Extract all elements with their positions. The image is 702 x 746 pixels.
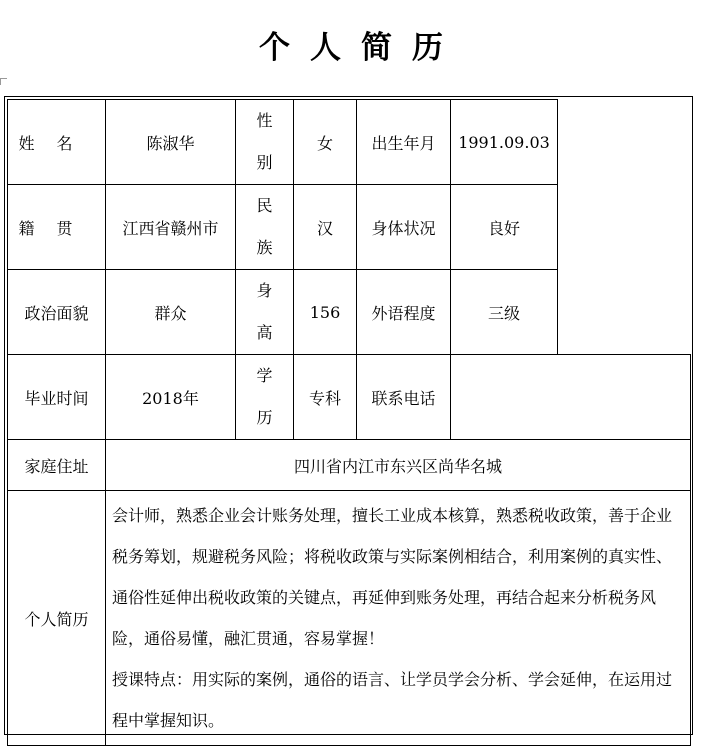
birth-value[interactable]: 1991.09.03: [451, 100, 558, 185]
origin-label: 籍贯: [8, 185, 106, 270]
origin-value[interactable]: 江西省赣州市: [106, 185, 236, 270]
phone-label: 联系电话: [357, 355, 451, 440]
gender-label: 性 别: [236, 100, 294, 185]
profile-paragraph: 授课特点：用实际的案例，通俗的语言、让学员学会分析、学会延伸，在运用过程中掌握知识。: [112, 670, 673, 730]
photo-area: [558, 100, 691, 355]
name-value[interactable]: 陈淑华: [106, 100, 236, 185]
health-value[interactable]: 良好: [451, 185, 558, 270]
resume-table: [7, 99, 691, 746]
profile-label: 个人简历: [8, 491, 106, 746]
table-row: [8, 491, 691, 746]
graduation-value[interactable]: 2018年: [106, 355, 236, 440]
ethnicity-value[interactable]: 汉: [294, 185, 357, 270]
graduation-label: 毕业时间: [8, 355, 106, 440]
address-label: 家庭住址: [8, 440, 106, 491]
profile-paragraph: 会计师，熟悉企业会计账务处理，擅长工业成本核算，熟悉税收政策，善于企业税务筹划，规避税务风险；将税收政策与实际案例相结合，利用案例的真实性、通俗性延伸出税收政策的关键点，再延伸到账务处理，再结合起来分析税务风险，通俗易懂，融汇贯通，容易掌握！: [112, 506, 673, 648]
politics-label: 政治面貌: [8, 270, 106, 355]
ethnicity-label: 民 族: [236, 185, 294, 270]
education-value[interactable]: 专科: [294, 355, 357, 440]
health-label: 身体状况: [357, 185, 451, 270]
language-value[interactable]: 三级: [451, 270, 558, 355]
gender-value[interactable]: 女: [294, 100, 357, 185]
table-row: [8, 440, 691, 491]
name-label: 姓名: [8, 100, 106, 185]
education-label: 学 历: [236, 355, 294, 440]
page-corner-mark: [0, 78, 7, 85]
table-row: [8, 355, 691, 440]
profile-content[interactable]: [106, 491, 691, 746]
table-row: [8, 100, 691, 185]
height-label: 身 高: [236, 270, 294, 355]
page-title: 个人简历: [259, 30, 463, 66]
height-value[interactable]: 156: [294, 270, 357, 355]
birth-label: 出生年月: [357, 100, 451, 185]
address-value[interactable]: 四川省内江市东兴区尚华名城: [106, 440, 691, 491]
phone-value[interactable]: [451, 355, 691, 440]
politics-value[interactable]: 群众: [106, 270, 236, 355]
language-label: 外语程度: [357, 270, 451, 355]
